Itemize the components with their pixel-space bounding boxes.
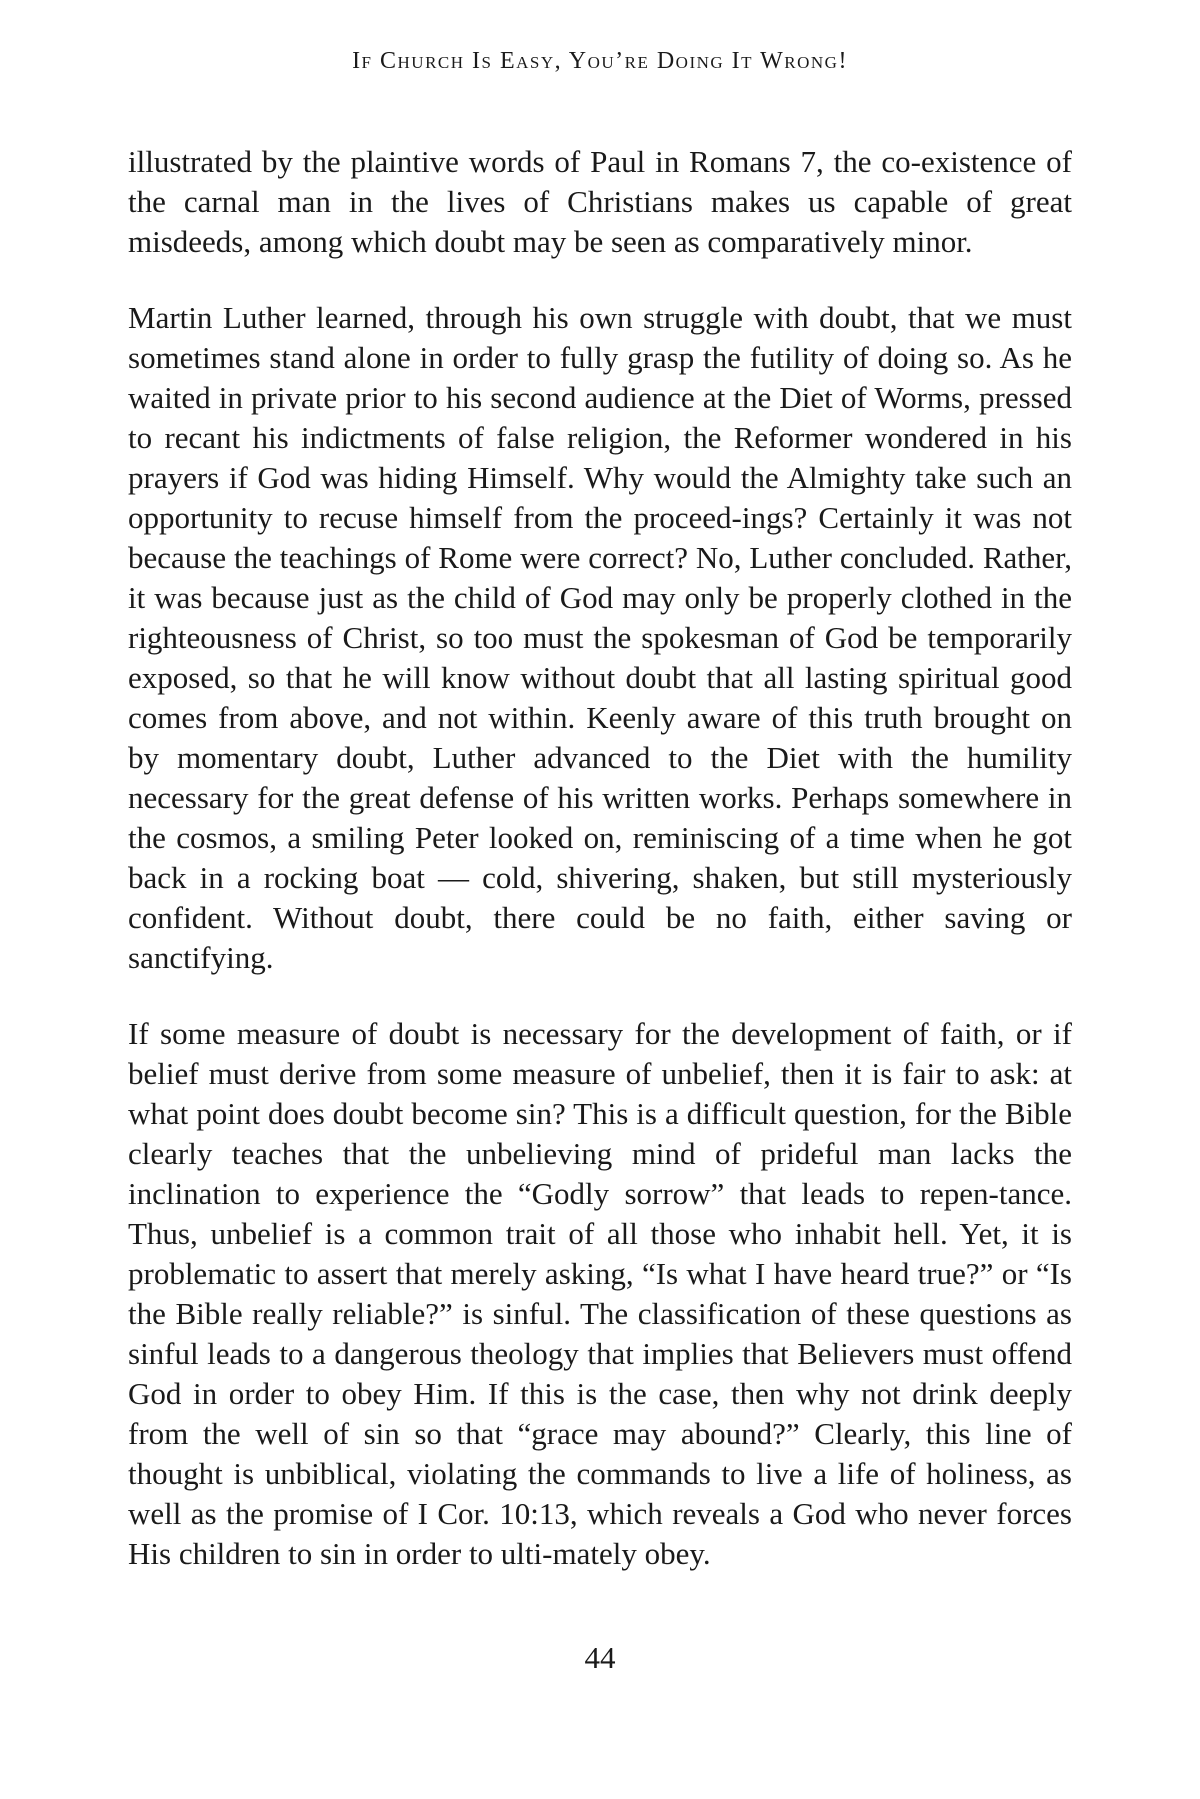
paragraph-3: If some measure of doubt is necessary for the development of faith, or if belief must derive from some measure of unbelief, then it is fair to ask: at what point does doubt become sin? This is a difficult question, for the Bible clearly teaches that the unbelieving mind of prideful man lacks the inclination to experience the “Godly sorrow” that leads to repen-tance. Thus, unbelief is a common trait of all those who inhabit hell. Yet, it is problematic to assert that merely asking, “Is what I have heard true?” or “Is the Bible really reliable?” is sinful. The classification of these questions as sinful leads to a dangerous theology that implies that Believers must offend God in order to obey Him. If this is the case, then why not drink deeply from the well of sin so that “grace may abound?” Clearly, this line of thought is unbiblical, violating the commands to live a life of holiness, as well as the promise of I Cor. 10:13, which reveals a God who never forces His children to sin in order to ulti-mately obey. [128,1016,1072,1571]
page-number: 44 [584,1640,616,1675]
paragraph-2: Martin Luther learned, through his own struggle with doubt, that we must sometimes stand alone in order to fully grasp the futility of doing so. As he waited in private prior to his second audience at the Diet of Worms, pressed to recant his indictments of false religion, the Reformer wondered in his prayers if God was hiding Himself. Why would the Almighty take such an opportunity to recuse himself from the proceed-ings? Certainly it was not because the teachings of Rome were correct? No, Luther concluded. Rather, it was because just as the child of God may only be properly clothed in the righteousness of Christ, so too must the spokesman of God be temporarily exposed, so that he will know without doubt that all lasting spiritual good comes from above, and not within. Keenly aware of this truth brought on by momentary doubt, Luther advanced to the Diet with the humility necessary for the great defense of his written works. Perhaps somewhere in the cosmos, a smiling Peter looked on, reminiscing of a time when he got back in a rocking boat — cold, shivering, shaken, but still mysteriously confident. Without doubt, there could be no faith, either saving or sanctifying. [128,300,1072,975]
body-text [128,142,1072,1610]
paragraph-1: illustrated by the plaintive words of Paul in Romans 7, the co-existence of the carnal man in the lives of Christians makes us capable of great misdeeds, among which doubt may be seen as comparatively minor. [128,144,1072,259]
running-head: If Church Is Easy, You’re Doing It Wrong! [352,48,848,74]
